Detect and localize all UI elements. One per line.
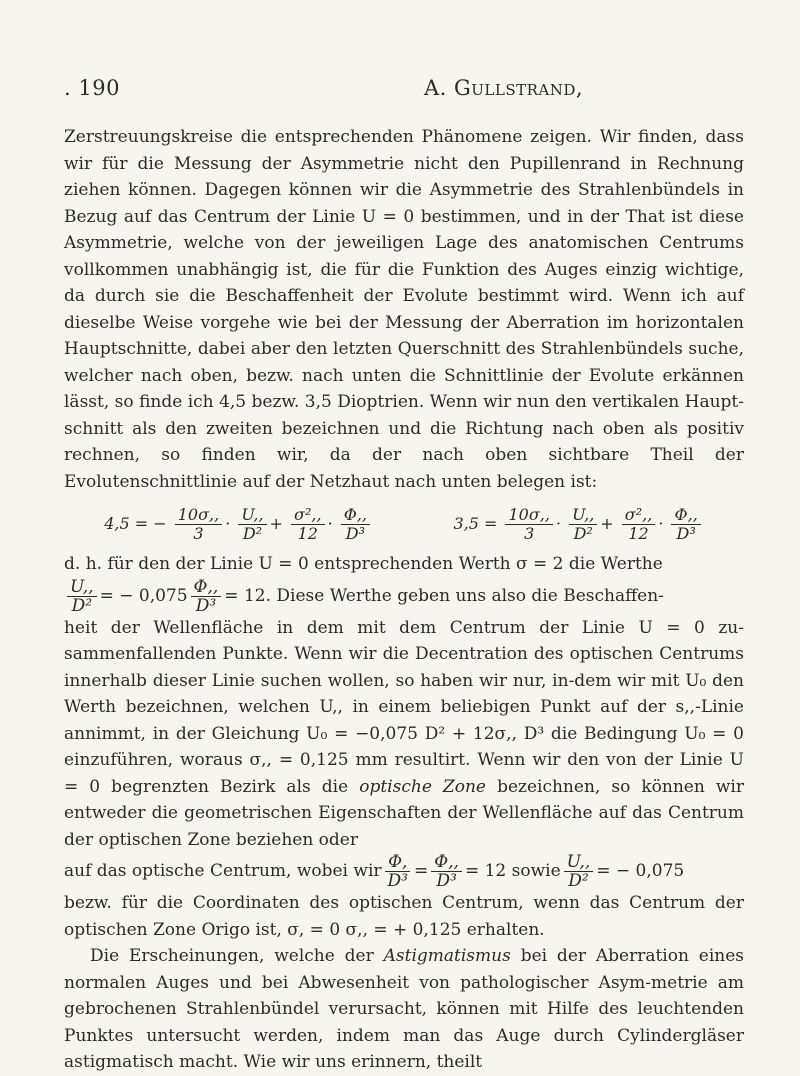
inline-fraction-line-1: $\frac{U,,}{\text{D²}}$ = − 0,075 $\frac{\Phi,,}{\text{D³}}$ = 12. Diese Werthe geben uns also die Beschaffen- <box>64 578 744 615</box>
inline-fraction-line-2: auf das optische Centrum, wobei wir $\frac{\Phi,}{\text{D³}}$ = $\frac{\Phi,,}{\text{D³}}$ = 12 sowie $\frac{U,,}{\text{D²}}$ = − 0,075 <box>64 852 685 891</box>
equation-1: 4,5 = − $\frac{10\sigma,,}{3}$ · $\frac{U,,}{\text{D²}}$ + $\frac{\text{σ²,,}}{12}$ · $\frac{\Phi,,}{\text{D³}}$ <box>104 506 373 543</box>
running-header <box>64 76 736 106</box>
paragraph-4: Die Erscheinungen, welche der Astigmatismus bei der Aberration eines normalen Auges und bei Abwesenheit von pathologischer Asym-metrie am gebrochenen Strahlenbündel verursacht, können mit Hilfe des leuchtenden Punktes untersucht werden, indem man das Auge durch Cylindergläser astigmatisch macht. Wie wir uns erinnern, theilt <box>64 946 745 1072</box>
equation-2: 3,5 = $\frac{10\sigma,,}{3}$ · $\frac{U,,}{\text{D²}}$ + $\frac{\text{σ²,,}}{12}$ · $\frac{\Phi,,}{\text{D³}}$ <box>453 506 703 543</box>
emphasis-optische-zone: optische Zone <box>359 776 486 797</box>
paragraph-1: Zerstreuungskreise die entsprechenden Phänomene zeigen. Wir finden, dass wir für die Messung der Asymmetrie nicht den Pupillenrand in Rechnung ziehen können. Dagegen können wir die Asymmetrie des Strahlenbündels in Bezug auf das Centrum der Linie U = 0 bestimmen, und in der That ist diese Asymmetrie, welche von der jeweiligen Lage des anatomischen Centrums vollkommen unabhängig ist, die für die Funktion des Auges einzig wichtige, da durch sie die Beschaffenheit der Evolute bestimmt wird. Wenn ich auf dieselbe Weise vorgehe wie bei der Messung der Aberration im horizontalen Hauptschnitte, dabei aber den letzten Querschnitt des Strahlenbündels suche, welcher nach oben, bezw. nach unten die Schnittlinie der Evolute erkännen lässt, so finde ich 4,5 bezw. 3,5 Dioptrien. Wenn wir nun den vertikalen Haupt-schnitt als den zweiten bezeichnen und die Richtung nach oben als positiv rechnen, so finden wir, da der nach oben sichtbare Theil der Evolutenschnittlinie auf der Netzhaut nach unten belegen ist: <box>64 127 744 492</box>
paragraph-3: bezw. für die Coordinaten des optischen Centrum, wenn das Centrum der optischen Zone Origo ist, σ, = 0 σ,, = + 0,125 erhalten. <box>64 893 744 940</box>
paragraph-2b: heit der Wellenfläche in dem mit dem Centrum der Linie U = 0 zu-sammenfallenden Punkte. Wenn wir die Decentration des optischen Centrums innerhalb dieser Linie suchen wollen, so haben wir nur, in-dem wir mit U₀ den Werth bezeichnen, welchen U,, in einem beliebigen Punkt auf der s,,-Linie annimmt, in der Gleichung U₀ = −0,075 D² + 12σ,, D³ die Bedingung U₀ = 0 einzuführen, woraus σ,, = 0,125 mm resultirt. Wenn wir den von der Linie U = 0 begrenzten Bezirk als die optische Zone bezeichnen, so können wir entweder die geometrischen Eigenschaften der Wellenfläche auf das Centrum der optischen Zone beziehen oder <box>64 617 744 850</box>
emphasis-astigmatismus: Astigmatismus <box>383 946 511 966</box>
equation-pair <box>64 499 744 549</box>
running-title: A. Gullstrand, <box>424 76 584 100</box>
main-text <box>64 124 744 1076</box>
page-number: . 190 <box>64 76 120 100</box>
paragraph-2a: d. h. für den der Linie U = 0 entsprechenden Werth σ = 2 die Werthe <box>64 554 663 574</box>
